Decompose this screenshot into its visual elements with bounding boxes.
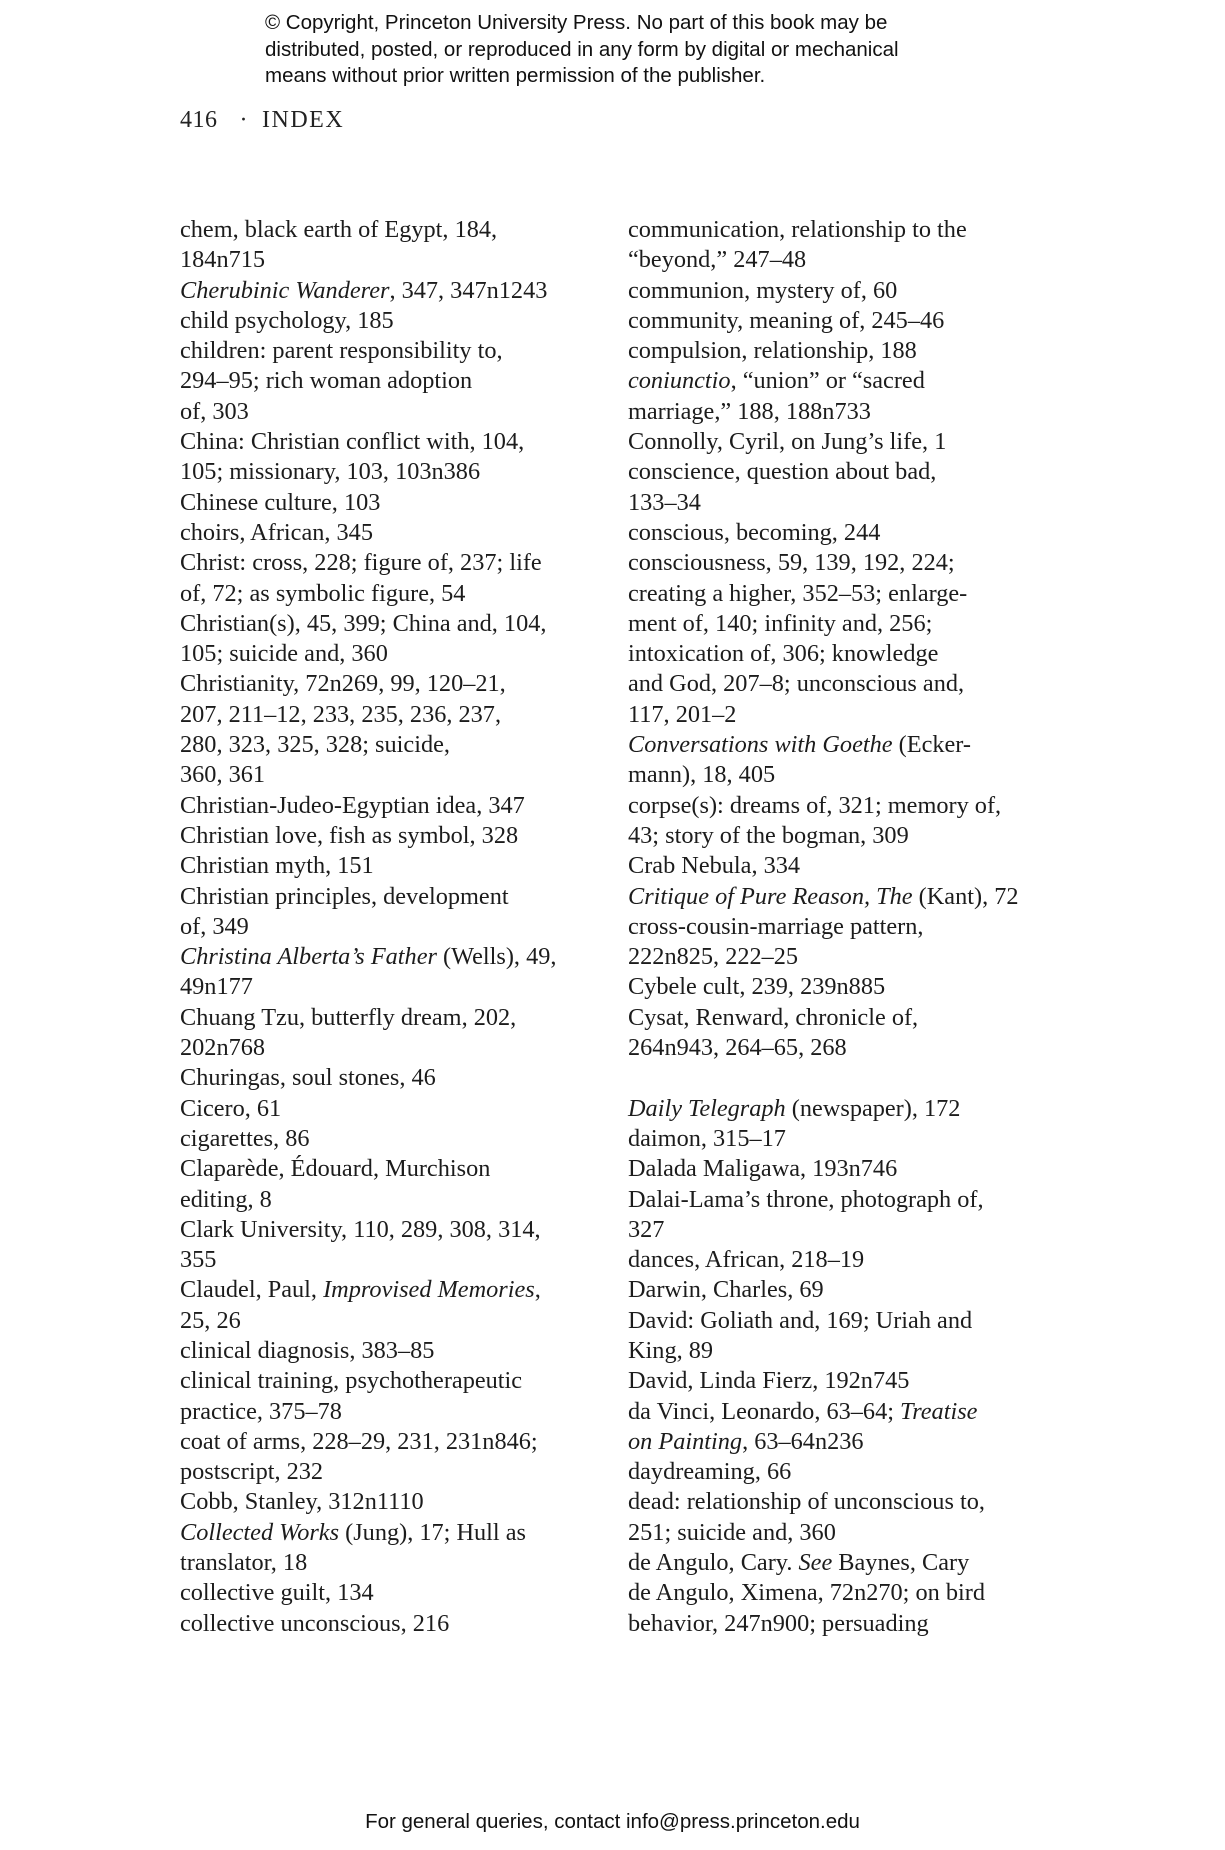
index-entry <box>180 791 600 821</box>
index-entry <box>628 1275 1058 1305</box>
running-header <box>180 107 344 134</box>
index-entry <box>628 730 1058 791</box>
index-entry-line: 207, 211–12, 233, 235, 236, 237, <box>180 700 502 728</box>
index-entry-line: Cysat, Renward, chronicle of, <box>628 1003 919 1031</box>
copyright-line: means without prior written permission of the publisher. <box>265 64 766 87</box>
index-entry <box>628 882 1058 912</box>
index-entry-line: 43; story of the bogman, 309 <box>628 821 909 849</box>
index-entry-line: de Angulo, Ximena, 72n270; on bird <box>628 1579 985 1607</box>
index-entry <box>628 1366 1058 1396</box>
index-entry-line: Churingas, soul stones, 46 <box>180 1064 436 1092</box>
index-entry-line: 294–95; rich woman adoption <box>180 367 473 395</box>
index-entry <box>628 1124 1058 1154</box>
index-entry-line: of, 303 <box>180 397 249 425</box>
index-entry-line: translator, 18 <box>180 1549 308 1577</box>
index-entry-line: daydreaming, 66 <box>628 1458 792 1486</box>
index-entry-line: coat of arms, 228–29, 231, 231n846; <box>180 1427 538 1455</box>
index-entry-line: 184n715 <box>180 246 266 274</box>
index-entry-line: on Painting, 63–64n236 <box>628 1427 864 1455</box>
index-entry-line: Crab Nebula, 334 <box>628 852 801 880</box>
index-entry-line: coniunctio, “union” or “sacred <box>628 367 925 395</box>
page-number: 416 <box>180 107 218 133</box>
index-entry-line: 117, 201–2 <box>628 700 737 728</box>
index-entry <box>180 1215 600 1276</box>
index-entry-line: daimon, 315–17 <box>628 1124 786 1152</box>
index-entry <box>180 306 600 336</box>
index-entry <box>180 1487 600 1517</box>
index-entry-line: dead: relationship of unconscious to, <box>628 1488 985 1516</box>
index-entry-line: child psychology, 185 <box>180 306 394 334</box>
index-entry <box>628 215 1058 276</box>
index-entry <box>180 1124 600 1154</box>
index-entry-line: Collected Works (Jung), 17; Hull as <box>180 1518 526 1546</box>
index-entry-line: children: parent responsibility to, <box>180 337 503 365</box>
index-entry <box>628 427 1058 457</box>
index-entry-line: Connolly, Cyril, on Jung’s life, 1 <box>628 428 947 456</box>
index-entry <box>628 336 1058 366</box>
index-entry-line: Daily Telegraph (newspaper), 172 <box>628 1094 961 1122</box>
index-entry <box>180 609 600 670</box>
index-entry-line: 222n825, 222–25 <box>628 943 799 971</box>
index-entry-line: 202n768 <box>180 1034 266 1062</box>
index-entry-line: “beyond,” 247–48 <box>628 246 807 274</box>
index-entry <box>628 1306 1058 1367</box>
index-entry-line: compulsion, relationship, 188 <box>628 337 917 365</box>
index-entry <box>180 1063 600 1093</box>
index-entry <box>180 882 600 943</box>
index-entry-line: 327 <box>628 1215 665 1243</box>
index-entry-line: choirs, African, 345 <box>180 518 373 546</box>
index-entry-line: David, Linda Fierz, 192n745 <box>628 1367 910 1395</box>
index-entry-line: 251; suicide and, 360 <box>628 1518 836 1546</box>
index-entry-line: Christian-Judeo-Egyptian idea, 347 <box>180 791 525 819</box>
index-entry <box>180 1003 600 1064</box>
index-entry <box>628 1154 1058 1184</box>
index-entry-line: 280, 323, 325, 328; suicide, <box>180 731 450 759</box>
index-entry-line: Christian(s), 45, 399; China and, 104, <box>180 609 547 637</box>
index-entry-line: cross-cousin-marriage pattern, <box>628 912 924 940</box>
index-entry-line: Chuang Tzu, butterfly dream, 202, <box>180 1003 517 1031</box>
index-entry <box>180 821 600 851</box>
index-entry <box>628 457 1058 518</box>
index-entry-line: Christian principles, development <box>180 882 509 910</box>
index-entry-line: communion, mystery of, 60 <box>628 276 898 304</box>
copyright-line: © Copyright, Princeton University Press. No part of this book may be <box>265 11 888 34</box>
index-entry <box>180 276 600 306</box>
index-entry-line: Cherubinic Wanderer, 347, 347n1243 <box>180 276 548 304</box>
index-entry <box>628 1245 1058 1275</box>
index-entry <box>180 1094 600 1124</box>
index-entry <box>628 1094 1058 1124</box>
index-entry <box>180 1578 600 1608</box>
index-entry <box>180 1336 600 1366</box>
index-entry <box>628 1185 1058 1246</box>
index-entry-line: Clark University, 110, 289, 308, 314, <box>180 1215 541 1243</box>
index-entry-line: King, 89 <box>628 1336 714 1364</box>
index-column-right <box>628 215 1058 1639</box>
index-entry-line: 105; missionary, 103, 103n386 <box>180 458 481 486</box>
index-entry-line: 264n943, 264–65, 268 <box>628 1034 847 1062</box>
index-entry-line: Christ: cross, 228; figure of, 237; life <box>180 549 542 577</box>
index-entry-line: of, 72; as symbolic figure, 54 <box>180 579 466 607</box>
index-entry-line: consciousness, 59, 139, 192, 224; <box>628 549 955 577</box>
index-entry-line: Cybele cult, 239, 239n885 <box>628 973 886 1001</box>
index-entry <box>180 427 600 488</box>
index-entry <box>180 336 600 427</box>
index-entry-line: editing, 8 <box>180 1185 272 1213</box>
index-entry <box>628 1397 1058 1458</box>
index-entry <box>180 1609 600 1639</box>
index-entry-line: mann), 18, 405 <box>628 761 776 789</box>
index-entry-line: community, meaning of, 245–46 <box>628 306 945 334</box>
copyright-notice <box>265 10 1025 90</box>
index-entry-line: Dalai-Lama’s throne, photograph of, <box>628 1185 984 1213</box>
index-entry-line: David: Goliath and, 169; Uriah and <box>628 1306 973 1334</box>
index-entry-line: creating a higher, 352–53; enlarge- <box>628 579 968 607</box>
index-entry <box>628 1003 1058 1064</box>
index-entry-line: 105; suicide and, 360 <box>180 640 388 668</box>
index-entry <box>180 548 600 609</box>
header-separator: · <box>239 107 248 133</box>
index-entry <box>628 1457 1058 1487</box>
index-entry <box>180 1518 600 1579</box>
index-entry-line: da Vinci, Leonardo, 63–64; Treatise <box>628 1397 978 1425</box>
index-entry-line: Christian myth, 151 <box>180 852 374 880</box>
index-entry-line: cigarettes, 86 <box>180 1124 310 1152</box>
index-entry-line: Claparède, Édouard, Murchison <box>180 1155 491 1183</box>
index-entry-line: Chinese culture, 103 <box>180 488 381 516</box>
index-entry-line: chem, black earth of Egypt, 184, <box>180 216 498 243</box>
index-entry-line: Darwin, Charles, 69 <box>628 1276 824 1304</box>
index-entry <box>628 851 1058 881</box>
index-entry-line: Christianity, 72n269, 99, 120–21, <box>180 670 506 698</box>
index-entry-line: Christian love, fish as symbol, 328 <box>180 821 519 849</box>
index-entry-line: Christina Alberta’s Father (Wells), 49, <box>180 943 557 971</box>
index-entry-line: China: Christian conflict with, 104, <box>180 428 525 456</box>
footer-contact: For general queries, contact info@press.princeton.edu <box>365 1810 860 1833</box>
index-entry <box>628 791 1058 852</box>
index-entry <box>628 518 1058 548</box>
index-entry <box>180 1275 600 1336</box>
index-entry-line: collective unconscious, 216 <box>180 1609 450 1637</box>
index-entry <box>180 1366 600 1427</box>
index-entry-line: clinical diagnosis, 383–85 <box>180 1336 435 1364</box>
index-entry-line: communication, relationship to the <box>628 216 967 243</box>
index-entry <box>180 1154 600 1215</box>
index-entry <box>628 548 1058 730</box>
index-entry-line: Critique of Pure Reason, The (Kant), 72 <box>628 882 1019 910</box>
index-entry <box>628 366 1058 427</box>
index-entry <box>180 851 600 881</box>
index-entry <box>628 1487 1058 1548</box>
index-entry-line: Claudel, Paul, Improvised Memories, <box>180 1276 541 1304</box>
index-entry-line: collective guilt, 134 <box>180 1579 374 1607</box>
index-entry <box>628 972 1058 1002</box>
index-entry <box>180 1427 600 1488</box>
index-entry-line: 355 <box>180 1246 217 1274</box>
index-entry <box>628 1548 1058 1578</box>
index-entry <box>180 669 600 790</box>
index-entry-line: conscience, question about bad, <box>628 458 937 486</box>
section-title: INDEX <box>262 107 345 133</box>
index-entry-line: behavior, 247n900; persuading <box>628 1609 929 1637</box>
index-entry <box>180 518 600 548</box>
index-entry-line: Dalada Maligawa, 193n746 <box>628 1155 898 1183</box>
index-entry-line: of, 349 <box>180 912 249 940</box>
index-entry <box>180 215 600 276</box>
index-entry-line: intoxication of, 306; knowledge <box>628 640 939 668</box>
index-entry-line: Conversations with Goethe (Ecker- <box>628 731 971 759</box>
index-entry-line: 133–34 <box>628 488 701 516</box>
copyright-line: distributed, posted, or reproduced in any form by digital or mechanical <box>265 37 899 61</box>
index-entry <box>628 276 1058 306</box>
index-entry-line: practice, 375–78 <box>180 1397 342 1425</box>
index-entry-line: postscript, 232 <box>180 1458 324 1486</box>
index-entry-line: 49n177 <box>180 973 253 1001</box>
index-entry-line: Cobb, Stanley, 312n1110 <box>180 1488 424 1516</box>
index-entry-line: clinical training, psychotherapeutic <box>180 1367 523 1395</box>
index-entry-line: corpse(s): dreams of, 321; memory of, <box>628 791 1002 819</box>
index-entry <box>628 306 1058 336</box>
index-entry-line: and God, 207–8; unconscious and, <box>628 670 965 698</box>
index-entry <box>628 912 1058 973</box>
index-entry-line: ment of, 140; infinity and, 256; <box>628 609 933 637</box>
index-entry <box>180 942 600 1003</box>
index-entry-line: marriage,” 188, 188n733 <box>628 397 871 425</box>
index-entry <box>628 1578 1058 1639</box>
index-entry <box>180 488 600 518</box>
index-entry-line: 25, 26 <box>180 1306 241 1334</box>
index-column-left <box>180 215 600 1639</box>
index-entry-line: de Angulo, Cary. See Baynes, Cary <box>628 1549 970 1577</box>
index-entry-line: dances, African, 218–19 <box>628 1246 865 1274</box>
index-entry-line: 360, 361 <box>180 761 266 789</box>
index-entry-line: Cicero, 61 <box>180 1094 282 1122</box>
index-entry-line: conscious, becoming, 244 <box>628 518 881 546</box>
